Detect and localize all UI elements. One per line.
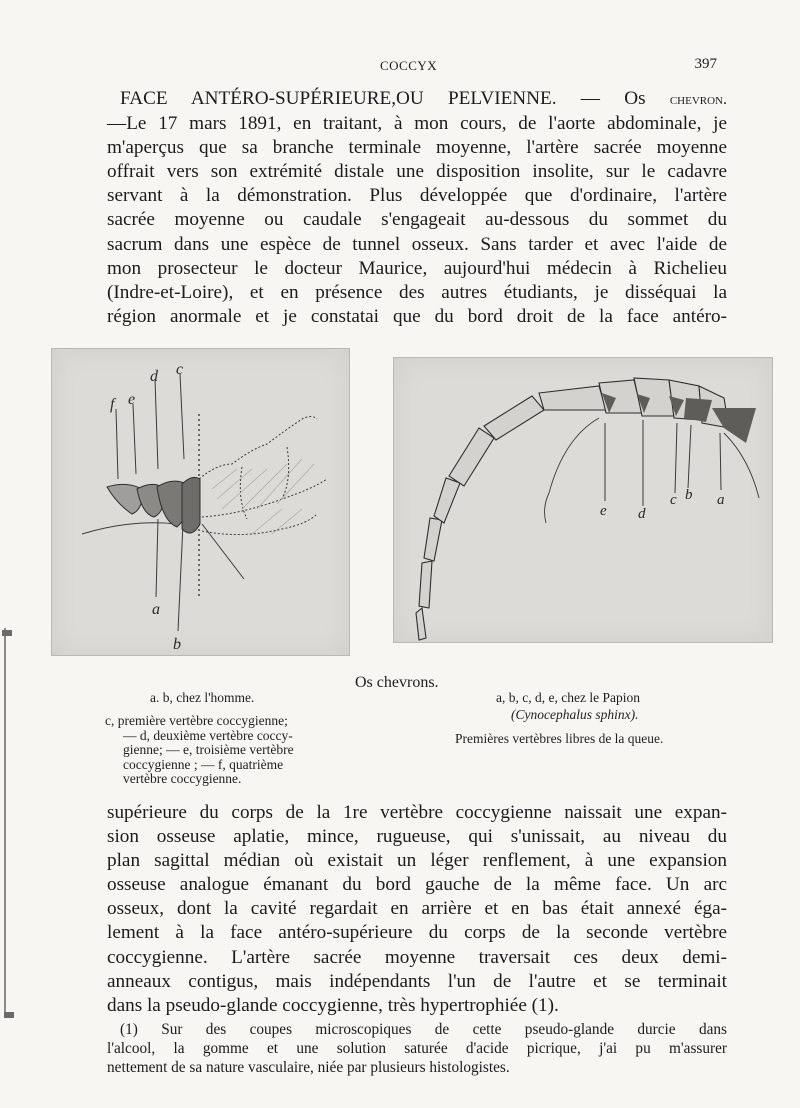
right-caption-line-2: (Cynocephalus sphinx). [511,707,639,722]
binding-tab-bottom [4,1012,14,1018]
svg-text:d: d [150,368,158,385]
text-line: anneaux contigus, mais indépendants l'un de l'autre et se terminait [107,970,727,992]
svg-text:c: c [670,492,677,508]
text-line: osseux, dont la cavité regardait en arrière et en bas était annexé éga- [107,898,727,920]
caption-line: coccygienne ; — f, quatrième [123,756,284,772]
text-line: dans la pseudo-glande coccygienne, très hypertrophiée (1). [107,994,559,1016]
text-line: (Indre-et-Loire), et en présence des autres étudiants, je disséquai la [107,281,727,303]
footnote-line: nettement de sa nature vasculaire, niée par plusieurs histologistes. [107,1059,510,1076]
intro-paragraph [107,87,727,329]
coccyx-drawing-illustration [52,349,349,655]
tail-vertebrae-illustration [394,358,772,642]
text-line: osseuse analogue émanant du bord gauche de la même face. Un arc [107,874,727,896]
text-line: coccygienne. L'artère sacrée moyenne traversait ces deux demi- [107,946,727,968]
text-line: région anormale et je constatai que du bord droit de la face antéro- [107,305,727,327]
svg-text:b: b [685,487,693,503]
svg-text:f: f [110,396,115,413]
footnote [107,1020,727,1077]
text-line: sacrée moyenne ou caudale s'engageait au-dessous du sommet du [107,209,727,231]
running-head-title: COCCYX [380,58,438,73]
text-line: offrait vers son extrémité distale une disposition insolite, sur le cadavre [107,161,727,183]
heading-smallcaps: chevron. [669,91,727,108]
text-line: sacrum dans une espèce de tunnel osseux. Sans tarder et avec l'aide de [107,233,727,255]
continuation-paragraph [107,801,727,1018]
figure-caption-title: Os chevrons. [355,674,439,691]
running-head [100,56,740,78]
text-line: plan sagittal médian où existait un léger renflement, à une expansion [107,850,727,872]
text-line: sion osseuse aplatie, mince, rugueuse, qui s'unissait, au niveau du [107,826,727,848]
left-caption-title: a. b, chez l'homme. [150,690,255,705]
text-line: mon prosecteur le docteur Maurice, aujourd'hui médecin à Richelieu [107,257,727,279]
svg-text:e: e [128,391,136,408]
heading-dash: — Os [556,88,670,109]
caption-line: — d, deuxième vertèbre coccy- [123,727,293,743]
caption-line: vertèbre coccygienne. [123,771,242,786]
text-line: supérieure du corps de la 1re vertèbre coccygienne naissait une expan- [107,802,727,823]
svg-text:b: b [173,636,181,653]
caption-line: c, première vertèbre coccygienne; [105,713,288,728]
footnote-line: l'alcool, la gomme et une solution saturée d'acide picrique, j'ai pu m'assurer [107,1040,727,1057]
figure-baboon-tail [393,357,773,643]
caption-line: gienne; — e, troisième vertèbre [123,742,294,757]
text-line: lement à la face antéro-supérieure du corps de la seconde vertèbre [107,922,727,944]
figure-human-coccyx [51,348,350,656]
right-caption-line-1: a, b, c, d, e, chez le Papion [496,690,640,705]
heading-caps: FACE ANTÉRO-SUPÉRIEURE,OU PELVIENNE. [120,88,557,109]
right-caption-line-3: Premières vertèbres libres de la queue. [455,731,664,746]
svg-text:c: c [176,361,184,378]
footnote-line: (1) Sur des coupes microscopiques de cette pseudo-glande durcie dans [120,1021,727,1038]
left-caption-body [105,713,294,787]
page-number: 397 [694,56,717,72]
text-line: —Le 17 mars 1891, en traitant, à mon cours, de l'aorte abdominale, je [107,113,727,135]
text-line: m'aperçus que sa branche terminale moyenne, l'artère sacrée moyenne [107,137,727,159]
svg-text:a: a [152,601,160,618]
svg-text:d: d [638,506,646,522]
page-binding-edge [4,628,6,1016]
svg-text:e: e [600,503,607,519]
svg-text:a: a [717,492,725,508]
section-heading [107,87,727,112]
binding-tab-top [2,630,12,636]
text-line: servant à la démonstration. Plus développée que d'ordinaire, l'artère [107,185,727,207]
